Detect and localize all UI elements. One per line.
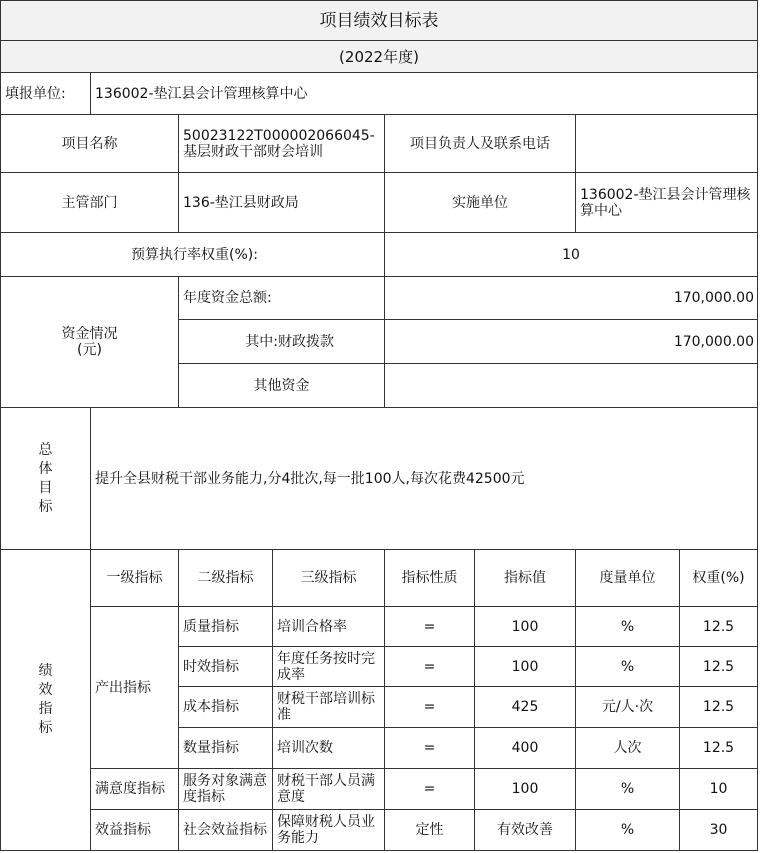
leader-value-cell [575,114,758,173]
funds-fiscal-value-cell [384,319,758,364]
table-row-l2: 社会效益指标 [178,809,273,851]
form-title [0,0,758,41]
budget-weight-value-cell [384,232,758,277]
table-row-l2: 服务对象满意度指标 [178,768,273,810]
impl-value: 136002-垫江县会计管理核算中心 [580,186,751,219]
dept-value-cell [178,172,385,233]
table-row-value: 100 [474,768,576,810]
impl-label: 实施单位 [452,194,508,211]
table-row-nature: = [384,646,475,687]
table-row-unit: 人次 [575,727,680,769]
goal-text-cell [90,407,758,550]
perf-label-char: 效 [38,682,53,698]
unit-label: 填报单位: [5,85,66,102]
table-row-weight: 12.5 [679,646,758,687]
table-row-nature: 定性 [384,809,475,851]
goal-text: 提升全县财税干部业务能力,分4批次,每一批100人,每次花费42500元 [95,470,525,487]
goal-label-char: 总 [38,441,53,458]
budget-weight-label: 预算执行率权重(%): [131,246,258,263]
table-row-l3: 培训次数 [272,727,385,769]
header-l2: 二级指标 [178,549,273,607]
table-row-l3: 年度任务按时完成率 [272,646,385,687]
header-weight: 权重(%) [679,549,758,607]
project-name-label: 项目名称 [61,135,118,152]
table-row-weight: 10 [679,768,758,810]
funds-total-label: 年度资金总额: [183,290,272,306]
header-l3: 三级指标 [272,549,385,607]
table-row-weight: 30 [679,809,758,851]
project-name-value-cell [178,114,385,173]
table-row-nature: = [384,768,475,810]
form-year-text: (2022年度) [339,47,419,66]
l1-satisfaction-cell: 满意度指标 [90,768,179,810]
table-row-unit: % [575,606,680,647]
table-row-unit: % [575,646,680,687]
l1-output-cell: 产出指标 [90,606,179,769]
table-row-weight: 12.5 [679,606,758,647]
unit-value: 136002-垫江县会计管理核算中心 [95,85,308,102]
header-value: 指标值 [474,549,576,607]
table-row-l2: 数量指标 [178,727,273,769]
goal-label-cell [0,407,91,550]
impl-label-cell [384,172,576,233]
table-row-l3: 财税干部培训标准 [272,686,385,728]
unit-label-cell [0,72,91,115]
budget-weight-value: 10 [562,246,580,263]
table-row-nature: = [384,686,475,728]
perf-label-char: 标 [38,720,53,736]
table-row-value: 100 [474,606,576,647]
table-row-value: 425 [474,686,576,728]
perf-label-char: 指 [38,701,53,717]
table-row-nature: = [384,727,475,769]
project-name-label-cell [0,114,179,173]
table-row-l2: 成本指标 [178,686,273,728]
table-row-value: 400 [474,727,576,769]
goal-label-char: 目 [38,479,53,496]
funds-label: 资金情况 (元) [61,326,118,358]
table-row-nature: = [384,606,475,647]
impl-value-cell [575,172,758,233]
table-row-l3: 培训合格率 [272,606,385,647]
header-l1: 一级指标 [90,549,179,607]
form-title-text: 项目绩效目标表 [319,10,439,31]
l1-benefit-cell: 效益指标 [90,809,179,851]
goal-label-char: 体 [38,460,53,477]
header-nature: 指标性质 [384,549,475,607]
funds-total-value-cell [384,276,758,320]
table-row-l3: 保障财税人员业务能力 [272,809,385,851]
table-row-l3: 财税干部人员满意度 [272,768,385,810]
funds-fiscal-label: 其中:财政拨款 [245,333,334,350]
table-row-l2: 质量指标 [178,606,273,647]
project-name-value: 50023122T000002066045-基层财政干部财会培训 [183,127,375,160]
table-row-unit: 元/人·次 [575,686,680,728]
form-year [0,40,758,73]
perf-label-char: 绩 [38,663,53,679]
table-row-l2: 时效指标 [178,646,273,687]
perf-label-cell [0,549,91,851]
funds-other-label-cell [178,363,385,408]
funds-fiscal-value: 170,000.00 [673,333,754,350]
unit-value-cell [90,72,758,115]
dept-value: 136-垫江县财政局 [183,194,299,211]
table-row-value: 100 [474,646,576,687]
budget-weight-label-cell [0,232,385,277]
funds-fiscal-label-cell [178,319,385,364]
table-row-weight: 12.5 [679,686,758,728]
table-row-value: 有效改善 [474,809,576,851]
funds-label-cell [0,276,179,408]
leader-label-cell [384,114,576,173]
funds-total-label-cell [178,276,385,320]
header-unit: 度量单位 [575,549,680,607]
dept-label: 主管部门 [61,194,118,211]
table-row-unit: % [575,768,680,810]
funds-total-value: 170,000.00 [673,290,754,306]
table-row-weight: 12.5 [679,727,758,769]
dept-label-cell [0,172,179,233]
goal-label-char: 标 [38,498,53,515]
leader-label: 项目负责人及联系电话 [410,135,550,152]
funds-other-value-cell [384,363,758,408]
funds-other-label: 其他资金 [253,377,310,394]
table-row-unit: % [575,809,680,851]
